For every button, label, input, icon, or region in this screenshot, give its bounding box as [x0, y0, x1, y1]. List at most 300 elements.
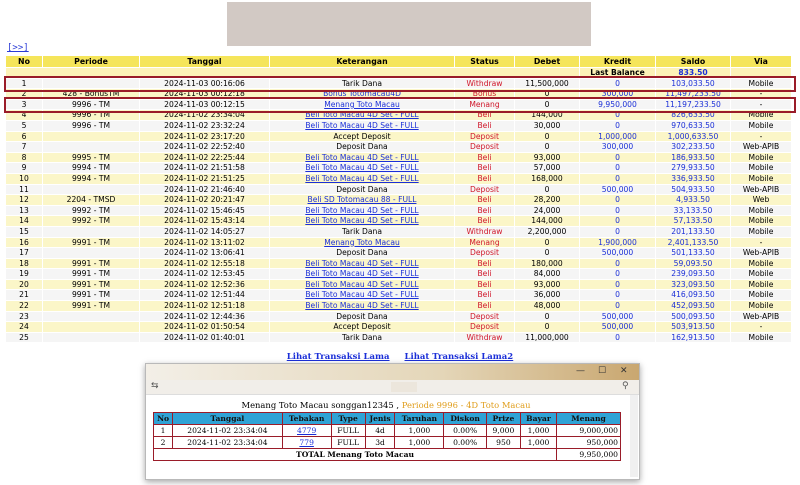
row-kredit: 0: [580, 216, 656, 227]
table-row: [6, 131, 792, 142]
row-status: Deposit: [455, 322, 515, 333]
row-no: 23: [6, 311, 43, 322]
row-periode: [43, 131, 140, 142]
row-debet: 93,000: [515, 152, 580, 163]
row-tanggal: 2024-11-02 12:44:36: [140, 311, 270, 322]
winnings-no: 1: [154, 425, 173, 437]
row-debet: 0: [515, 184, 580, 195]
row-keterangan: Deposit Dana: [270, 184, 455, 195]
row-saldo: 826,633.50: [656, 110, 731, 121]
row-keterangan[interactable]: Beli Toto Macau 4D Set - FULL: [270, 205, 455, 216]
close-icon[interactable]: ✕: [620, 366, 628, 376]
row-saldo: 279,933.50: [656, 163, 731, 174]
row-kredit: 0: [580, 258, 656, 269]
row-via: -: [731, 131, 792, 142]
row-saldo: 416,093.50: [656, 290, 731, 301]
row-via: Mobile: [731, 78, 792, 89]
row-kredit: 0: [580, 279, 656, 290]
row-keterangan: Tarik Dana: [270, 78, 455, 89]
wh-bayar: Bayar: [520, 413, 556, 425]
row-kredit: 0: [580, 290, 656, 301]
table-row: [6, 142, 792, 153]
table-row: [6, 258, 792, 269]
row-periode: 9991 - TM: [43, 279, 140, 290]
row-debet: 11,000,000: [515, 332, 580, 343]
row-tanggal: 2024-11-02 23:17:20: [140, 131, 270, 142]
row-keterangan[interactable]: Beli Toto Macau 4D Set - FULL: [270, 152, 455, 163]
row-debet: 180,000: [515, 258, 580, 269]
header-status: Status: [455, 56, 515, 68]
row-keterangan[interactable]: Menang Toto Macau: [270, 237, 455, 248]
row-status: Deposit: [455, 311, 515, 322]
row-tanggal: 2024-11-02 12:51:18: [140, 301, 270, 312]
wh-type: Type: [331, 413, 365, 425]
row-tanggal: 2024-11-02 13:06:41: [140, 248, 270, 259]
row-via: Mobile: [731, 120, 792, 131]
row-keterangan[interactable]: Beli Toto Macau 4D Set - FULL: [270, 301, 455, 312]
row-debet: 36,000: [515, 290, 580, 301]
row-status: Withdraw: [455, 332, 515, 343]
winnings-bayar: 1,000: [520, 437, 556, 449]
row-periode: [43, 142, 140, 153]
winnings-no: 2: [154, 437, 173, 449]
row-no: 10: [6, 173, 43, 184]
row-via: Web-APIB: [731, 142, 792, 153]
old-transactions-2-link[interactable]: Lihat Transaksi Lama2: [404, 352, 514, 362]
row-periode: [43, 248, 140, 259]
row-no: 25: [6, 332, 43, 343]
winnings-row: [154, 425, 621, 437]
header-no: No: [6, 56, 43, 68]
row-via: Mobile: [731, 258, 792, 269]
row-periode: [43, 78, 140, 89]
row-no: 4: [6, 110, 43, 121]
row-saldo: 4,933.50: [656, 195, 731, 206]
row-via: Mobile: [731, 269, 792, 280]
wh-taruhan: Taruhan: [395, 413, 444, 425]
row-via: Mobile: [731, 290, 792, 301]
row-debet: 0: [515, 322, 580, 333]
history-links: [0, 352, 800, 362]
row-kredit: 0: [580, 78, 656, 89]
row-no: 9: [6, 163, 43, 174]
row-status: Menang: [455, 237, 515, 248]
row-no: 13: [6, 205, 43, 216]
row-via: Web: [731, 195, 792, 206]
table-row: [6, 173, 792, 184]
row-no: 19: [6, 269, 43, 280]
row-kredit: 0: [580, 120, 656, 131]
row-debet: 144,000: [515, 216, 580, 227]
table-row: [6, 269, 792, 280]
row-saldo: 323,093.50: [656, 279, 731, 290]
row-via: -: [731, 99, 792, 110]
row-tanggal: 2024-11-02 21:46:40: [140, 184, 270, 195]
winnings-prize: 9,000: [486, 425, 520, 437]
winnings-menang: 950,000: [557, 437, 621, 449]
row-kredit: 0: [580, 163, 656, 174]
row-kredit: 300,000: [580, 89, 656, 100]
row-periode: 9991 - TM: [43, 269, 140, 280]
row-keterangan[interactable]: Beli Toto Macau 4D Set - FULL: [270, 110, 455, 121]
row-tanggal: 2024-11-02 21:51:58: [140, 163, 270, 174]
row-periode: 9995 - TM: [43, 152, 140, 163]
row-periode: 9996 - TM: [43, 110, 140, 121]
table-row: [6, 332, 792, 343]
row-kredit: 500,000: [580, 311, 656, 322]
winnings-diskon: 0.00%: [444, 437, 487, 449]
winnings-prize: 950: [486, 437, 520, 449]
row-no: 21: [6, 290, 43, 301]
wh-prize: Prize: [486, 413, 520, 425]
minimize-icon[interactable]: —: [576, 366, 585, 376]
row-kredit: 0: [580, 332, 656, 343]
table-row: [6, 226, 792, 237]
winnings-tebakan[interactable]: 779: [282, 437, 331, 449]
row-no: 1: [6, 78, 43, 89]
row-keterangan[interactable]: Beli Toto Macau 4D Set - FULL: [270, 258, 455, 269]
row-status: Beli: [455, 301, 515, 312]
row-via: -: [731, 237, 792, 248]
row-kredit: 0: [580, 195, 656, 206]
table-row: [6, 301, 792, 312]
row-kredit: 500,000: [580, 322, 656, 333]
row-saldo: 504,933.50: [656, 184, 731, 195]
row-periode: 2204 - TMSD: [43, 195, 140, 206]
popup-address-bar: [146, 380, 639, 395]
table-row: [6, 237, 792, 248]
row-periode: [43, 226, 140, 237]
last-balance-value: 833.50: [656, 68, 731, 79]
winnings-type: FULL: [331, 437, 365, 449]
row-debet: 93,000: [515, 279, 580, 290]
table-row: [6, 99, 792, 110]
table-row: [6, 110, 792, 121]
row-no: 24: [6, 322, 43, 333]
row-kredit: 0: [580, 226, 656, 237]
row-no: 18: [6, 258, 43, 269]
row-status: Beli: [455, 163, 515, 174]
table-row: [6, 195, 792, 206]
row-periode: [43, 322, 140, 333]
popup-heading-period: Periode 9996 - 4D Toto Macau: [401, 400, 531, 410]
row-status: Deposit: [455, 142, 515, 153]
table-row: [6, 290, 792, 301]
row-status: Beli: [455, 152, 515, 163]
row-saldo: 59,093.50: [656, 258, 731, 269]
winnings-taruhan: 1,000: [395, 437, 444, 449]
row-saldo: 2,401,133.50: [656, 237, 731, 248]
row-status: Beli: [455, 195, 515, 206]
row-via: Mobile: [731, 226, 792, 237]
row-no: 8: [6, 152, 43, 163]
row-saldo: 11,497,233.50: [656, 89, 731, 100]
row-periode: 9991 - TM: [43, 290, 140, 301]
row-periode: 9996 - TM: [43, 99, 140, 110]
row-kredit: 0: [580, 205, 656, 216]
winnings-row: [154, 437, 621, 449]
row-status: Beli: [455, 290, 515, 301]
winnings-table: [153, 412, 621, 461]
header-keterangan: Keterangan: [270, 56, 455, 68]
row-via: Mobile: [731, 216, 792, 227]
maximize-icon[interactable]: ☐: [598, 366, 607, 376]
popup-scrollbar[interactable]: [630, 395, 638, 477]
row-keterangan[interactable]: Beli SD Totomacau 88 - FULL: [270, 195, 455, 206]
row-periode: 9994 - TM: [43, 173, 140, 184]
row-keterangan: Accept Deposit: [270, 131, 455, 142]
row-debet: 0: [515, 311, 580, 322]
row-saldo: 201,133.50: [656, 226, 731, 237]
row-status: Beli: [455, 173, 515, 184]
row-debet: 0: [515, 131, 580, 142]
wh-diskon: Diskon: [444, 413, 487, 425]
row-kredit: 1,900,000: [580, 237, 656, 248]
address-field[interactable]: [391, 382, 417, 392]
winnings-bayar: 1,000: [520, 425, 556, 437]
row-periode: [43, 184, 140, 195]
row-debet: 28,200: [515, 195, 580, 206]
table-row: [6, 279, 792, 290]
header-debet: Debet: [515, 56, 580, 68]
table-row: [6, 311, 792, 322]
row-via: Web-APIB: [731, 184, 792, 195]
row-debet: 24,000: [515, 205, 580, 216]
row-no: 11: [6, 184, 43, 195]
wh-tanggal: Tanggal: [173, 413, 283, 425]
row-keterangan: Deposit Dana: [270, 248, 455, 259]
row-kredit: 300,000: [580, 142, 656, 153]
row-debet: 30,000: [515, 120, 580, 131]
row-tanggal: 2024-11-03 00:12:18: [140, 89, 270, 100]
row-kredit: 1,000,000: [580, 131, 656, 142]
row-via: Web-APIB: [731, 311, 792, 322]
row-tanggal: 2024-11-02 20:21:47: [140, 195, 270, 206]
row-tanggal: 2024-11-02 23:32:24: [140, 120, 270, 131]
row-periode: 9992 - TM: [43, 205, 140, 216]
row-tanggal: 2024-11-02 13:11:02: [140, 237, 270, 248]
row-periode: 9994 - TM: [43, 163, 140, 174]
table-row: [6, 163, 792, 174]
row-saldo: 302,233.50: [656, 142, 731, 153]
winnings-tanggal: 2024-11-02 23:34:04: [173, 425, 283, 437]
winnings-type: FULL: [331, 425, 365, 437]
row-tanggal: 2024-11-02 12:53:45: [140, 269, 270, 280]
row-tanggal: 2024-11-03 00:16:06: [140, 78, 270, 89]
row-no: 14: [6, 216, 43, 227]
row-keterangan[interactable]: Beli Toto Macau 4D Set - FULL: [270, 269, 455, 280]
row-tanggal: 2024-11-02 22:25:44: [140, 152, 270, 163]
row-via: Mobile: [731, 173, 792, 184]
row-kredit: 500,000: [580, 248, 656, 259]
winnings-header: [154, 413, 621, 425]
row-keterangan: Tarik Dana: [270, 226, 455, 237]
row-no: 15: [6, 226, 43, 237]
row-debet: 2,200,000: [515, 226, 580, 237]
row-kredit: 0: [580, 173, 656, 184]
row-status: Beli: [455, 110, 515, 121]
row-saldo: 336,933.50: [656, 173, 731, 184]
row-saldo: 186,933.50: [656, 152, 731, 163]
row-debet: 0: [515, 89, 580, 100]
header-saldo: Saldo: [656, 56, 731, 68]
row-debet: 0: [515, 237, 580, 248]
row-kredit: 9,950,000: [580, 99, 656, 110]
row-keterangan[interactable]: Beli Toto Macau 4D Set - FULL: [270, 163, 455, 174]
site-settings-icon[interactable]: ⇆: [151, 381, 159, 391]
row-saldo: 503,913.50: [656, 322, 731, 333]
row-debet: 0: [515, 142, 580, 153]
header-kredit: Kredit: [580, 56, 656, 68]
top-banner: [227, 2, 591, 46]
row-no: 17: [6, 248, 43, 259]
row-saldo: 162,913.50: [656, 332, 731, 343]
table-row: [6, 78, 792, 89]
total-label: TOTAL Menang Toto Macau: [154, 449, 557, 461]
row-no: 6: [6, 131, 43, 142]
row-status: Deposit: [455, 248, 515, 259]
row-saldo: 11,197,233.50: [656, 99, 731, 110]
row-periode: [43, 332, 140, 343]
row-via: Mobile: [731, 205, 792, 216]
row-debet: 84,000: [515, 269, 580, 280]
row-periode: 9996 - TM: [43, 120, 140, 131]
row-status: Beli: [455, 269, 515, 280]
row-status: Deposit: [455, 184, 515, 195]
winnings-tanggal: 2024-11-02 23:34:04: [173, 437, 283, 449]
row-periode: 428 - BonusTM: [43, 89, 140, 100]
row-keterangan[interactable]: Beli Toto Macau 4D Set - FULL: [270, 173, 455, 184]
table-row: [6, 216, 792, 227]
winnings-popup-window: [145, 363, 640, 480]
row-no: 2: [6, 89, 43, 100]
old-transactions-link[interactable]: Lihat Transaksi Lama: [286, 352, 390, 362]
row-keterangan[interactable]: Beli Toto Macau 4D Set - FULL: [270, 216, 455, 227]
total-value: 9,950,000: [557, 449, 621, 461]
header-periode: Periode: [43, 56, 140, 68]
popup-heading: [146, 400, 626, 410]
row-saldo: 239,093.50: [656, 269, 731, 280]
row-via: Mobile: [731, 163, 792, 174]
row-status: Beli: [455, 216, 515, 227]
next-page-link[interactable]: [>>]: [7, 43, 29, 53]
winnings-jenis: 4d: [365, 425, 395, 437]
header-tanggal: Tanggal: [140, 56, 270, 68]
row-status: Withdraw: [455, 78, 515, 89]
row-keterangan[interactable]: Beli Toto Macau 4D Set - FULL: [270, 290, 455, 301]
row-status: Beli: [455, 258, 515, 269]
row-debet: 57,000: [515, 163, 580, 174]
row-tanggal: 2024-11-02 01:50:54: [140, 322, 270, 333]
zoom-icon[interactable]: ⚲: [622, 381, 629, 391]
wh-jenis: Jenis: [365, 413, 395, 425]
winnings-jenis: 3d: [365, 437, 395, 449]
row-via: Mobile: [731, 152, 792, 163]
row-status: Bonus: [455, 89, 515, 100]
row-kredit: 0: [580, 110, 656, 121]
row-keterangan: Deposit Dana: [270, 311, 455, 322]
row-saldo: 500,093.50: [656, 311, 731, 322]
row-periode: 9992 - TM: [43, 216, 140, 227]
row-saldo: 33,133.50: [656, 205, 731, 216]
row-via: Mobile: [731, 332, 792, 343]
row-kredit: 0: [580, 301, 656, 312]
row-saldo: 501,133.50: [656, 248, 731, 259]
row-tanggal: 2024-11-02 12:51:44: [140, 290, 270, 301]
row-saldo: 103,033.50: [656, 78, 731, 89]
row-tanggal: 2024-11-02 14:05:27: [140, 226, 270, 237]
row-tanggal: 2024-11-02 12:55:18: [140, 258, 270, 269]
row-saldo: 452,093.50: [656, 301, 731, 312]
row-via: Mobile: [731, 110, 792, 121]
row-no: 16: [6, 237, 43, 248]
table-row: [6, 89, 792, 100]
table-header: [6, 56, 792, 68]
row-tanggal: 2024-11-02 22:52:40: [140, 142, 270, 153]
row-periode: 9991 - TM: [43, 301, 140, 312]
row-keterangan[interactable]: Beli Toto Macau 4D Set - FULL: [270, 120, 455, 131]
table-row: [6, 184, 792, 195]
row-no: 3: [6, 99, 43, 110]
row-periode: [43, 311, 140, 322]
row-tanggal: 2024-11-02 21:51:25: [140, 173, 270, 184]
row-no: 7: [6, 142, 43, 153]
winnings-tebakan[interactable]: 4779: [282, 425, 331, 437]
row-debet: 48,000: [515, 301, 580, 312]
winnings-diskon: 0.00%: [444, 425, 487, 437]
row-debet: 168,000: [515, 173, 580, 184]
transaction-table: [5, 55, 792, 343]
row-debet: 0: [515, 248, 580, 259]
row-status: Beli: [455, 279, 515, 290]
row-tanggal: 2024-11-02 23:34:04: [140, 110, 270, 121]
row-via: Web-APIB: [731, 248, 792, 259]
row-periode: 9991 - TM: [43, 258, 140, 269]
row-tanggal: 2024-11-03 00:12:15: [140, 99, 270, 110]
row-keterangan: Tarik Dana: [270, 332, 455, 343]
row-via: -: [731, 89, 792, 100]
row-status: Beli: [455, 120, 515, 131]
popup-content: [146, 395, 639, 477]
winnings-total-row: [154, 449, 621, 461]
row-tanggal: 2024-11-02 01:40:01: [140, 332, 270, 343]
row-no: 20: [6, 279, 43, 290]
row-status: Deposit: [455, 131, 515, 142]
row-periode: 9991 - TM: [43, 237, 140, 248]
row-kredit: 0: [580, 152, 656, 163]
table-row: [6, 248, 792, 259]
row-keterangan[interactable]: Menang Toto Macau: [270, 99, 455, 110]
row-tanggal: 2024-11-02 15:43:14: [140, 216, 270, 227]
row-debet: 144,000: [515, 110, 580, 121]
table-row: [6, 205, 792, 216]
row-keterangan[interactable]: Bonus Totomacau4D: [270, 89, 455, 100]
row-kredit: 0: [580, 269, 656, 280]
row-status: Beli: [455, 205, 515, 216]
row-debet: 11,500,000: [515, 78, 580, 89]
row-via: Mobile: [731, 279, 792, 290]
last-balance-row: [6, 68, 792, 79]
table-row: [6, 322, 792, 333]
winnings-menang: 9,000,000: [557, 425, 621, 437]
table-row: [6, 120, 792, 131]
winnings-taruhan: 1,000: [395, 425, 444, 437]
row-no: 12: [6, 195, 43, 206]
header-via: Via: [731, 56, 792, 68]
last-balance-label: Last Balance: [580, 68, 656, 79]
row-keterangan[interactable]: Beli Toto Macau 4D Set - FULL: [270, 279, 455, 290]
row-tanggal: 2024-11-02 15:46:45: [140, 205, 270, 216]
